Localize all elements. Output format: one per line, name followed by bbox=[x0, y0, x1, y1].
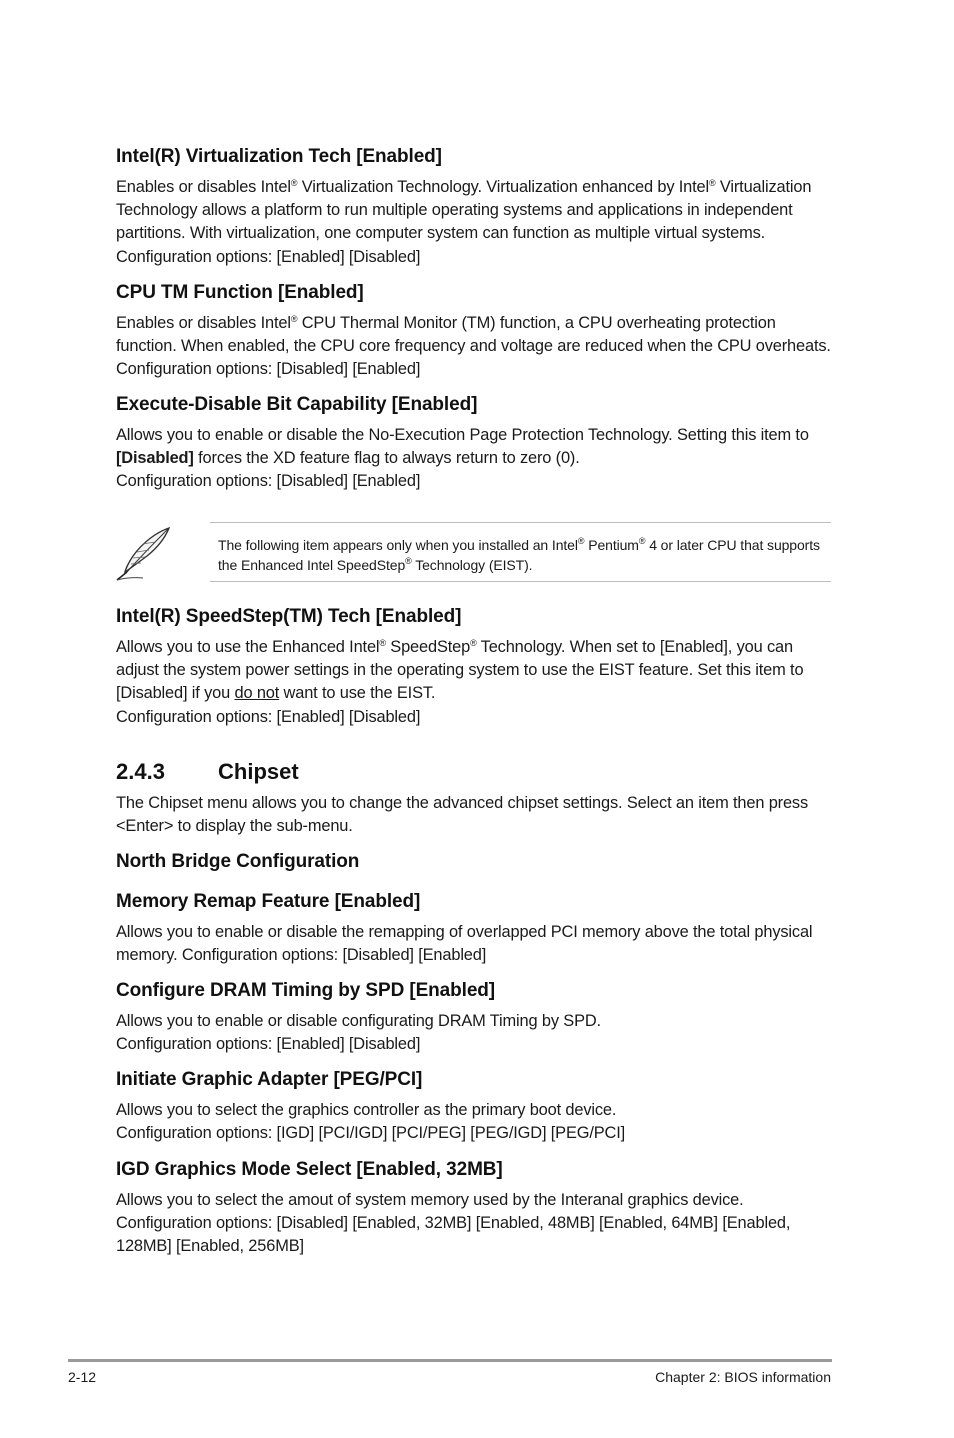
iga-heading: Initiate Graphic Adapter [PEG/PCI] bbox=[116, 1069, 423, 1090]
page-number: 2-12 bbox=[68, 1369, 97, 1385]
chipset-intro-block bbox=[116, 792, 836, 838]
nb-section bbox=[116, 850, 836, 874]
cputm-heading: CPU TM Function [Enabled] bbox=[116, 282, 364, 303]
remap-heading: Memory Remap Feature [Enabled] bbox=[116, 891, 421, 912]
xd-heading: Execute-Disable Bit Capability [Enabled] bbox=[116, 394, 478, 415]
section-heading-chipset: 2.4.3 Chipset bbox=[116, 759, 299, 784]
chapter-title: Chapter 2: BIOS information bbox=[655, 1369, 831, 1385]
vt-section bbox=[116, 145, 836, 269]
footer-divider bbox=[68, 1359, 832, 1362]
nb-heading: North Bridge Configuration bbox=[116, 851, 360, 872]
vt-description: Enables or disables Intel® Virtualization Technology. Virtualization enhanced by Intel® Virtualization Technology allows a platform to run multiple operating systems and applications in independent partitions. With virtualization, one computer system can function as multiple virtual systems. Configuration options: [Enabled] [Disabled] bbox=[116, 178, 812, 266]
remap-section bbox=[116, 890, 836, 967]
note-box bbox=[210, 522, 831, 582]
chipset-intro: The Chipset menu allows you to change the advanced chipset settings. Select an item then press <Enter> to display the sub-menu. bbox=[116, 794, 809, 836]
feather-pen-icon bbox=[113, 526, 173, 582]
dram-section bbox=[116, 979, 836, 1056]
cputm-description: Enables or disables Intel® CPU Thermal Monitor (TM) function, a CPU overheating protection function. When enabled, the CPU core frequency and voltage are reduced when the CPU overheats. Configuration options: [Disabled] [Enabled] bbox=[116, 314, 831, 379]
igd-heading: IGD Graphics Mode Select [Enabled, 32MB] bbox=[116, 1159, 503, 1180]
eist-description: Allows you to use the Enhanced Intel® SpeedStep® Technology. When set to [Enabled], you can adjust the system power settings in the operating system to use the EIST feature. Set this item to [Disabled] if you do not want to use the EIST. Configuration options: [Enabled] [Disabled] bbox=[116, 638, 804, 726]
dram-heading: Configure DRAM Timing by SPD [Enabled] bbox=[116, 980, 496, 1001]
cputm-section bbox=[116, 281, 836, 382]
eist-heading: Intel(R) SpeedStep(TM) Tech [Enabled] bbox=[116, 606, 462, 627]
eist-section bbox=[116, 605, 836, 729]
vt-heading: Intel(R) Virtualization Tech [Enabled] bbox=[116, 146, 442, 167]
xd-section bbox=[116, 393, 836, 494]
igd-section bbox=[116, 1158, 836, 1259]
iga-section bbox=[116, 1068, 836, 1145]
iga-description: Allows you to select the graphics controller as the primary boot device. Configuration options: [IGD] [PCI/IGD] [PCI/PEG] [PEG/IGD] [PEG/PCI] bbox=[116, 1101, 626, 1143]
dram-description: Allows you to enable or disable configurating DRAM Timing by SPD. Configuration options: [Enabled] [Disabled] bbox=[116, 1012, 601, 1054]
xd-description: Allows you to enable or disable the No-Execution Page Protection Technology. Setting this item to [Disabled] forces the XD feature flag to always return to zero (0). Configuration options: [Disabled] [Enabled] bbox=[116, 426, 809, 491]
remap-description: Allows you to enable or disable the remapping of overlapped PCI memory above the total physical memory. Configuration options: [Disabled] [Enabled] bbox=[116, 923, 813, 965]
igd-description: Allows you to select the amout of system memory used by the Interanal graphics device. Configuration options: [Disabled] [Enabled, 32MB] [Enabled, 48MB] [Enabled, 64MB] [Enabled, 128MB] [Enabled, 256MB] bbox=[116, 1191, 791, 1256]
note-text: The following item appears only when you installed an Intel® Pentium® 4 or later CPU that supports the Enhanced Intel SpeedStep® Technology (EIST). bbox=[218, 536, 820, 573]
